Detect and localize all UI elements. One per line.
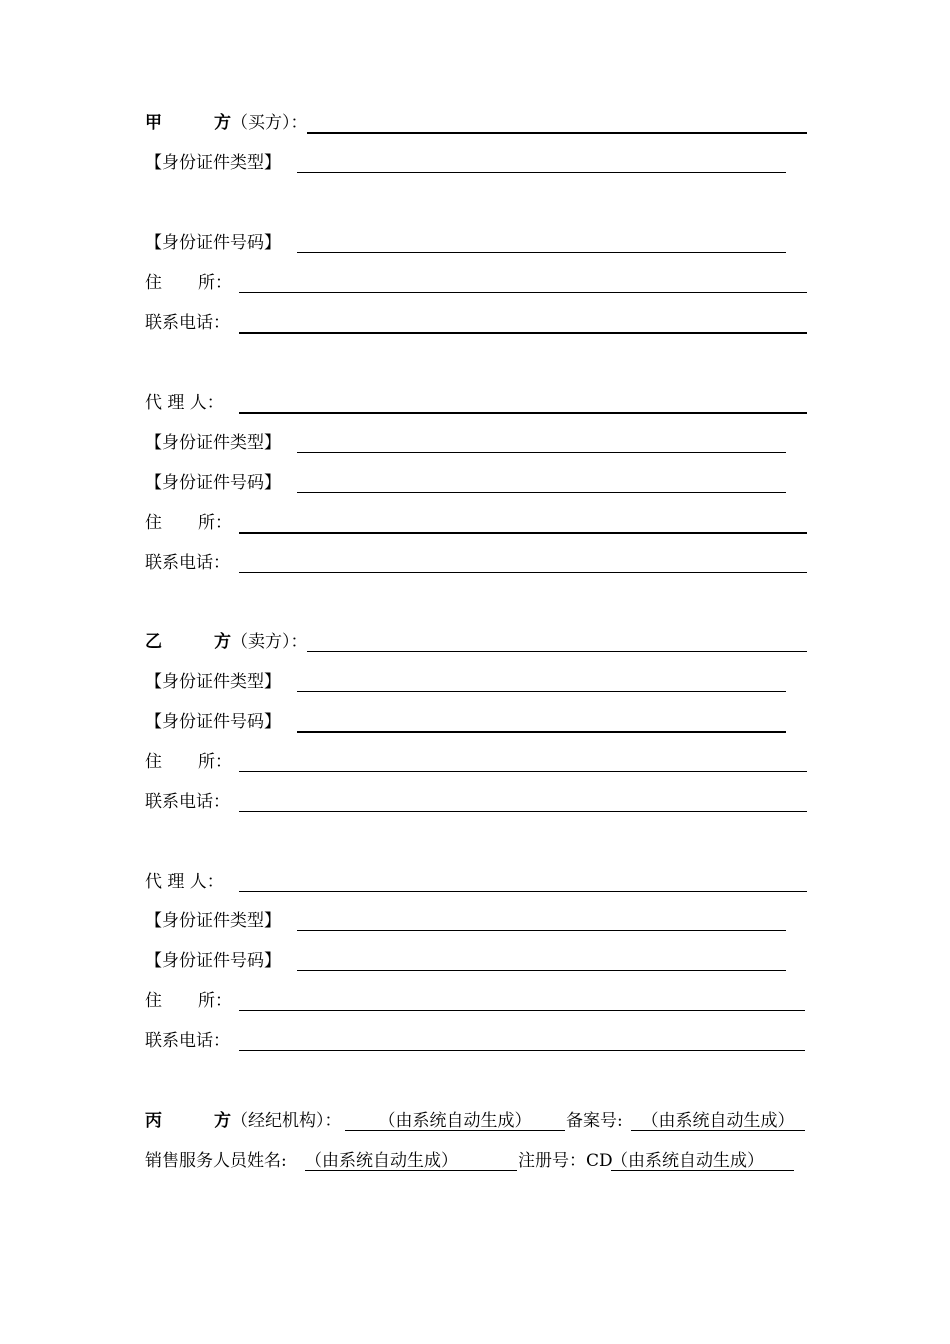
party-a-phone-field[interactable] [239,332,807,334]
party-b-agent-phone-field[interactable] [239,1050,805,1051]
party-c-heading: 丙 方（经纪机构）： [145,1111,342,1131]
party-a-agent-id-number-field[interactable] [297,492,786,493]
party-c-reg-field [611,1146,794,1176]
party-a-address-field[interactable] [239,292,807,293]
party-a-agent-phone-label: 联系电话： [145,553,230,573]
party-b-phone-label: 联系电话： [145,792,230,812]
party-a-id-type-label: 【身份证件类型】 [145,153,281,173]
party-c-sales-name-value: （由系统自动生成） [305,1151,458,1171]
party-b-phone-field[interactable] [239,811,807,812]
party-a-id-number-label: 【身份证件号码】 [145,233,281,253]
party-c-reg-value: （由系统自动生成） [611,1151,764,1171]
party-c-sales-name-field [305,1146,517,1176]
party-c-agency-field [345,1106,565,1136]
party-a-phone-label: 联系电话： [145,313,230,333]
party-b-name-field[interactable] [307,651,807,652]
party-a-agent-id-number-label: 【身份证件号码】 [145,473,281,493]
party-b-heading: 乙 方（卖方）： [145,632,308,652]
party-b-address-field[interactable] [239,771,807,772]
party-b-agent-address-field[interactable] [239,1010,805,1011]
party-a-agent-address-label: 住 所： [145,513,232,533]
party-c-record-field [631,1106,805,1136]
party-c-sales-row [145,1146,810,1176]
party-c-sales-name-underline [305,1170,517,1171]
party-c-record-label: 备案号: [566,1111,623,1131]
party-c-record-value: （由系统自动生成） [641,1111,795,1131]
party-a-heading: 甲 方（买方）： [145,113,308,133]
party-a-address-label: 住 所： [145,273,232,293]
party-b-agent-phone-label: 联系电话： [145,1031,230,1051]
party-b-id-type-field[interactable] [297,691,786,692]
party-c-agency-value: （由系统自动生成） [378,1111,532,1131]
party-c-reg-underline [611,1170,794,1171]
party-a-agent-field[interactable] [239,412,807,414]
party-a-id-number-field[interactable] [297,252,786,253]
party-b-agent-address-label: 住 所： [145,991,232,1011]
party-b-agent-id-number-label: 【身份证件号码】 [145,951,281,971]
party-b-agent-field[interactable] [239,891,807,892]
party-b-address-label: 住 所： [145,752,232,772]
party-a-name-field[interactable] [307,132,807,134]
party-a-agent-phone-field[interactable] [239,572,807,573]
party-b-id-number-field[interactable] [297,731,786,733]
party-b-id-number-label: 【身份证件号码】 [145,712,281,732]
party-c-heading-row [145,1106,810,1136]
party-a-agent-id-type-field[interactable] [297,452,786,453]
party-a-agent-id-type-label: 【身份证件类型】 [145,433,281,453]
party-b-agent-label: 代 理 人： [145,872,224,892]
party-a-id-type-field[interactable] [297,172,786,173]
party-c-record-underline [631,1130,805,1131]
party-a-agent-label: 代 理 人： [145,393,224,413]
party-b-id-type-label: 【身份证件类型】 [145,672,281,692]
party-a-agent-address-field[interactable] [239,532,807,534]
party-b-agent-id-type-field[interactable] [297,930,786,931]
party-b-agent-id-number-field[interactable] [297,970,786,971]
party-c-reg-label: 注册号：CD [518,1151,613,1171]
party-c-sales-name-label: 销售服务人员姓名: [145,1151,287,1171]
party-b-agent-id-type-label: 【身份证件类型】 [145,911,281,931]
party-c-agency-underline [345,1130,565,1131]
